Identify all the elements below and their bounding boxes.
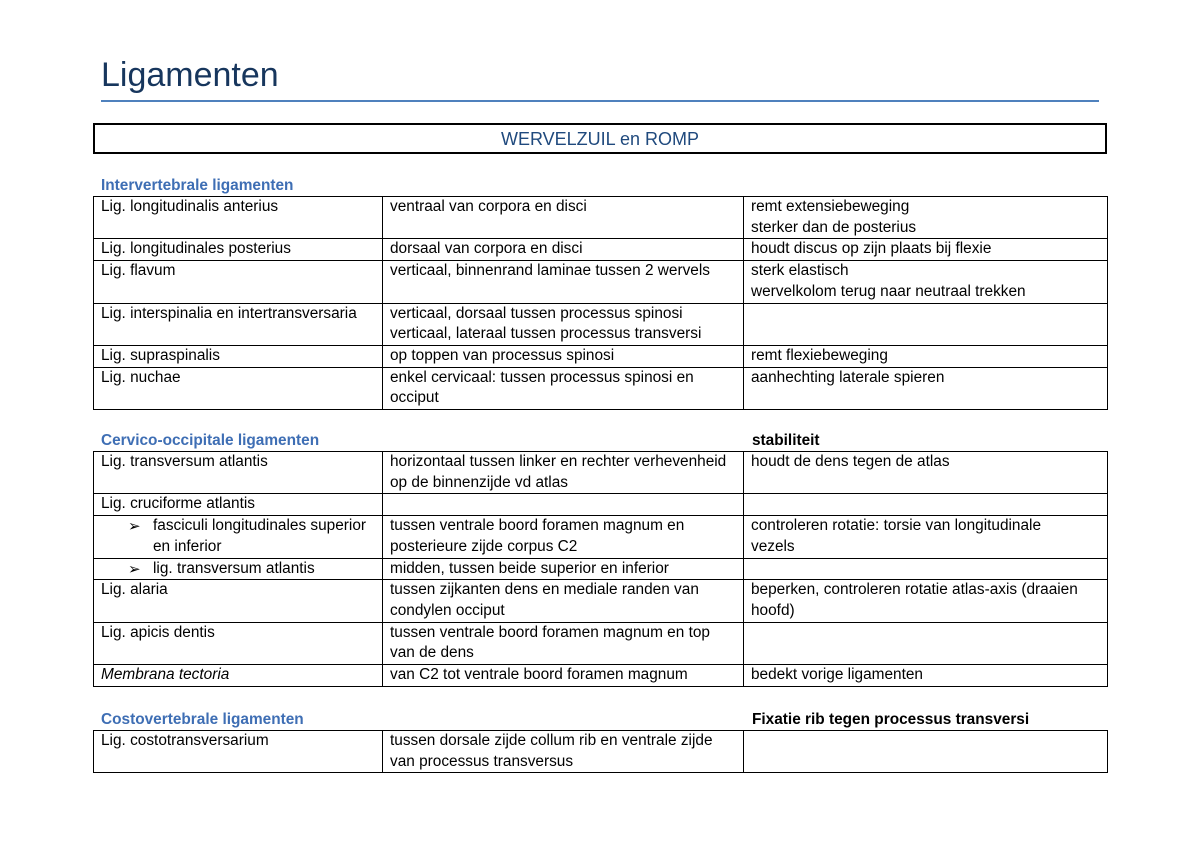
arrowhead-bullet-icon: ➢ — [128, 517, 141, 536]
course-text: tussen dorsale zijde collum rib en ventrale zijde — [390, 732, 713, 749]
ligament-cell — [94, 197, 383, 239]
course-cell — [383, 261, 744, 303]
function-cell — [744, 580, 1108, 622]
function-cell-empty — [744, 494, 1108, 516]
function-text: sterker dan de posterius — [751, 218, 917, 236]
table-row — [94, 558, 1108, 580]
ligament-name: Lig. alaria — [101, 581, 168, 599]
course-cell — [383, 731, 744, 773]
table-row — [94, 303, 1108, 345]
function-cell-empty — [744, 622, 1108, 664]
function-text: bedekt vorige ligamenten — [751, 666, 923, 684]
function-text: remt flexiebeweging — [751, 346, 888, 364]
course-cell — [383, 516, 744, 558]
function-cell — [744, 516, 1108, 558]
ligament-name: Lig. interspinalia en intertransversaria — [101, 304, 357, 322]
section-banner-title: WERVELZUIL en ROMP — [500, 129, 700, 149]
table-body — [94, 197, 1108, 410]
function-cell-empty — [744, 303, 1108, 345]
ligament-name: fasciculi longitudinales superior — [153, 517, 367, 535]
ligament-name: Lig. flavum — [101, 262, 176, 280]
function-text: hoofd) — [751, 601, 795, 619]
table-row — [94, 452, 1108, 494]
ligament-cell — [94, 261, 383, 303]
ligament-cell — [94, 665, 383, 687]
costovertebral-ligaments-section — [93, 709, 1107, 773]
costovertebral-ligaments-table — [93, 730, 1108, 773]
function-column-heading: Fixatie rib tegen processus transversi — [752, 711, 1030, 728]
ligament-cell — [94, 622, 383, 664]
function-cell — [744, 239, 1108, 261]
course-cell — [383, 197, 744, 239]
function-text: sterk elastisch — [751, 262, 849, 280]
ligament-cell — [94, 303, 383, 345]
ligament-cell — [94, 731, 383, 773]
course-text: op toppen van processus spinosi — [390, 346, 615, 364]
ligament-name: Lig. transversum atlantis — [101, 453, 268, 470]
table-row — [94, 665, 1108, 687]
function-cell — [744, 345, 1108, 367]
function-text: controleren rotatie: torsie van longitudinale — [751, 517, 1042, 535]
course-text: verticaal, dorsaal tussen processus spinosi — [390, 304, 683, 322]
ligament-name: Lig. supraspinalis — [101, 346, 220, 364]
intervertebral-ligaments-table — [93, 196, 1108, 410]
table-row — [94, 367, 1108, 409]
function-cell — [744, 261, 1108, 303]
ligament-name: Lig. longitudinales posterius — [101, 240, 291, 258]
function-column-heading: stabiliteit — [752, 432, 820, 449]
course-text: enkel cervicaal: tussen processus spinosi en — [390, 368, 694, 386]
function-text: vezels — [751, 537, 795, 555]
function-text: houdt de dens tegen de atlas — [751, 453, 950, 470]
title-underline — [101, 100, 1099, 102]
section-heading: Cervico-occipitale ligamenten — [101, 432, 320, 449]
table-row — [94, 239, 1108, 261]
course-text: van de dens — [390, 644, 474, 662]
table-row — [94, 261, 1108, 303]
sub-item — [101, 559, 378, 580]
section-heading-row — [93, 175, 1107, 196]
course-cell — [383, 452, 744, 494]
ligament-name: Lig. apicis dentis — [101, 623, 215, 641]
course-text: dorsaal van corpora en disci — [390, 240, 583, 258]
section-heading: Intervertebrale ligamenten — [101, 177, 294, 194]
course-text: tussen zijkanten dens en mediale randen van — [390, 581, 699, 599]
section-heading-row — [93, 430, 1107, 451]
course-text: condylen occiput — [390, 601, 505, 619]
table-body — [94, 452, 1108, 687]
section-banner — [93, 123, 1107, 154]
table-row — [94, 622, 1108, 664]
course-text: op de binnenzijde vd atlas — [390, 473, 568, 491]
table-row — [94, 345, 1108, 367]
section-heading: Costovertebrale ligamenten — [101, 711, 304, 728]
course-text: ventraal van corpora en disci — [390, 198, 587, 215]
function-cell-empty — [744, 731, 1108, 773]
ligament-cell — [94, 516, 383, 558]
page-title: Ligamenten — [101, 56, 279, 94]
ligament-cell — [94, 580, 383, 622]
ligament-name: en inferior — [153, 537, 222, 555]
table-row — [94, 197, 1108, 239]
ligament-cell — [94, 558, 383, 580]
ligament-name: Lig. longitudinalis anterius — [101, 198, 279, 215]
arrowhead-bullet-icon: ➢ — [128, 559, 141, 578]
course-cell — [383, 239, 744, 261]
table-row — [94, 731, 1108, 773]
ligament-name: Membrana tectoria — [101, 666, 230, 684]
course-text: verticaal, lateraal tussen processus transversi — [390, 325, 702, 343]
course-text: posterieure zijde corpus C2 — [390, 537, 578, 555]
function-cell — [744, 197, 1108, 239]
ligament-cell — [94, 494, 383, 516]
ligament-cell — [94, 345, 383, 367]
cervico-occipital-ligaments-table — [93, 451, 1108, 687]
intervertebral-ligaments-section — [93, 175, 1107, 410]
course-cell — [383, 345, 744, 367]
course-text: van C2 tot ventrale boord foramen magnum — [390, 666, 688, 684]
function-text: wervelkolom terug naar neutraal trekken — [751, 282, 1026, 300]
function-text: aanhechting laterale spieren — [751, 368, 945, 386]
function-cell — [744, 665, 1108, 687]
course-cell — [383, 558, 744, 580]
course-text: verticaal, binnenrand laminae tussen 2 wervels — [390, 262, 710, 280]
table-row — [94, 494, 1108, 516]
course-text: van processus transversus — [390, 752, 574, 770]
section-heading-row — [93, 709, 1107, 730]
course-cell — [383, 303, 744, 345]
ligament-name: Lig. costotransversarium — [101, 732, 269, 749]
function-cell — [744, 452, 1108, 494]
function-text: beperken, controleren rotatie atlas-axis (draaien — [751, 581, 1078, 599]
course-cell — [383, 622, 744, 664]
cervico-occipital-ligaments-section — [93, 430, 1107, 687]
ligament-name: Lig. nuchae — [101, 368, 181, 386]
sub-item — [101, 516, 378, 557]
course-text: horizontaal tussen linker en rechter verhevenheid — [390, 453, 727, 470]
table-row — [94, 516, 1108, 558]
course-cell — [383, 367, 744, 409]
ligament-cell — [94, 239, 383, 261]
course-text: midden, tussen beide superior en inferior — [390, 559, 669, 577]
function-text: houdt discus op zijn plaats bij flexie — [751, 240, 992, 258]
table-body — [94, 731, 1108, 773]
course-cell — [383, 665, 744, 687]
course-text: occiput — [390, 389, 439, 407]
course-cell — [383, 580, 744, 622]
table-row — [94, 580, 1108, 622]
function-cell-empty — [744, 558, 1108, 580]
ligament-cell — [94, 367, 383, 409]
course-text: tussen ventrale boord foramen magnum en — [390, 517, 685, 535]
function-cell — [744, 367, 1108, 409]
course-cell-empty — [383, 494, 744, 516]
ligament-cell — [94, 452, 383, 494]
course-text: tussen ventrale boord foramen magnum en top — [390, 623, 710, 641]
function-text: remt extensiebeweging — [751, 198, 910, 215]
ligament-name: lig. transversum atlantis — [153, 559, 315, 577]
ligament-name: Lig. cruciforme atlantis — [101, 495, 255, 513]
